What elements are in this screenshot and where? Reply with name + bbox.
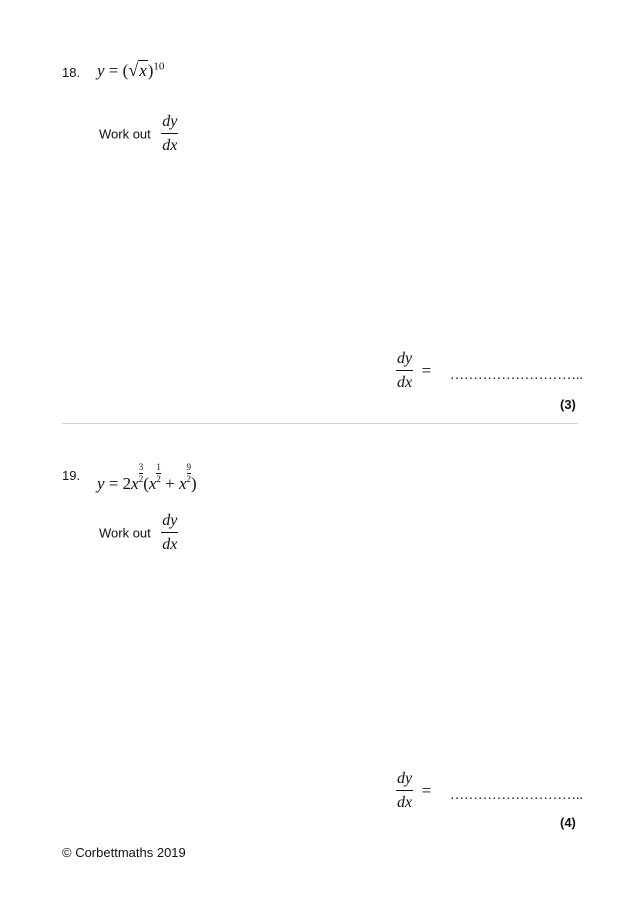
- fraction-bar: [161, 133, 178, 134]
- fraction-denominator: dx: [162, 536, 178, 553]
- fraction-bar: [161, 532, 178, 533]
- marks-label: (4): [560, 815, 576, 830]
- marks-label: (3): [560, 397, 576, 412]
- section-divider: [62, 423, 578, 424]
- eq-coefficient: 2: [122, 474, 132, 493]
- answer-fraction: [396, 770, 413, 812]
- eq-base: x: [131, 474, 139, 493]
- exponent-denominator: 2: [186, 474, 192, 484]
- fraction-numerator: dy: [397, 770, 413, 787]
- question-number: 19.: [62, 468, 81, 483]
- answer-blank[interactable]: ………………………..: [450, 368, 583, 383]
- eq-base: x: [179, 474, 187, 493]
- answer-equals: =: [421, 781, 432, 800]
- exponent-numerator: 1: [156, 462, 161, 472]
- fraction-numerator: dy: [162, 512, 178, 529]
- derivative-fraction: [161, 512, 178, 554]
- question-equation: [97, 60, 164, 81]
- fraction-bar: [396, 370, 413, 371]
- exponent-fraction: [156, 463, 161, 484]
- eq-open-paren: (: [122, 61, 129, 80]
- instruction-row: [99, 512, 178, 554]
- eq-plus: +: [165, 474, 175, 493]
- eq-power: 10: [153, 60, 165, 73]
- eq-open-paren: (: [143, 474, 149, 493]
- exponent-numerator: 9: [186, 462, 192, 472]
- question-number: 18.: [62, 65, 81, 80]
- exponent-denominator: 2: [138, 474, 144, 484]
- square-root: [128, 60, 147, 81]
- fraction-denominator: dx: [162, 137, 178, 154]
- eq-equals: =: [108, 61, 119, 80]
- instruction-row: [99, 113, 178, 155]
- radicand: x: [139, 61, 147, 80]
- radical-sign: √: [128, 60, 139, 80]
- fraction-numerator: dy: [162, 113, 178, 130]
- instruction-text: Work out: [99, 126, 151, 142]
- answer-line: [396, 350, 431, 392]
- eq-lhs: y: [97, 474, 105, 493]
- derivative-fraction: [161, 113, 178, 155]
- fraction-bar: [396, 790, 413, 791]
- eq-lhs: y: [97, 61, 105, 80]
- eq-base: x: [148, 474, 157, 493]
- instruction-text: Work out: [99, 525, 151, 541]
- fraction-numerator: dy: [397, 350, 413, 367]
- footer-copyright: © Corbettmaths 2019: [62, 845, 186, 860]
- answer-blank[interactable]: ………………………..: [450, 788, 583, 803]
- exponent-numerator: 3: [138, 462, 144, 472]
- answer-equals: =: [421, 361, 432, 380]
- answer-line: [396, 770, 431, 812]
- answer-fraction: [396, 350, 413, 392]
- eq-equals: =: [108, 474, 119, 493]
- exponent-denominator: 2: [156, 474, 161, 484]
- eq-close-paren: ): [191, 474, 197, 493]
- eq-close-paren: ): [147, 61, 154, 80]
- fraction-denominator: dx: [397, 794, 413, 811]
- fraction-denominator: dx: [397, 374, 413, 391]
- question-equation: [97, 463, 197, 494]
